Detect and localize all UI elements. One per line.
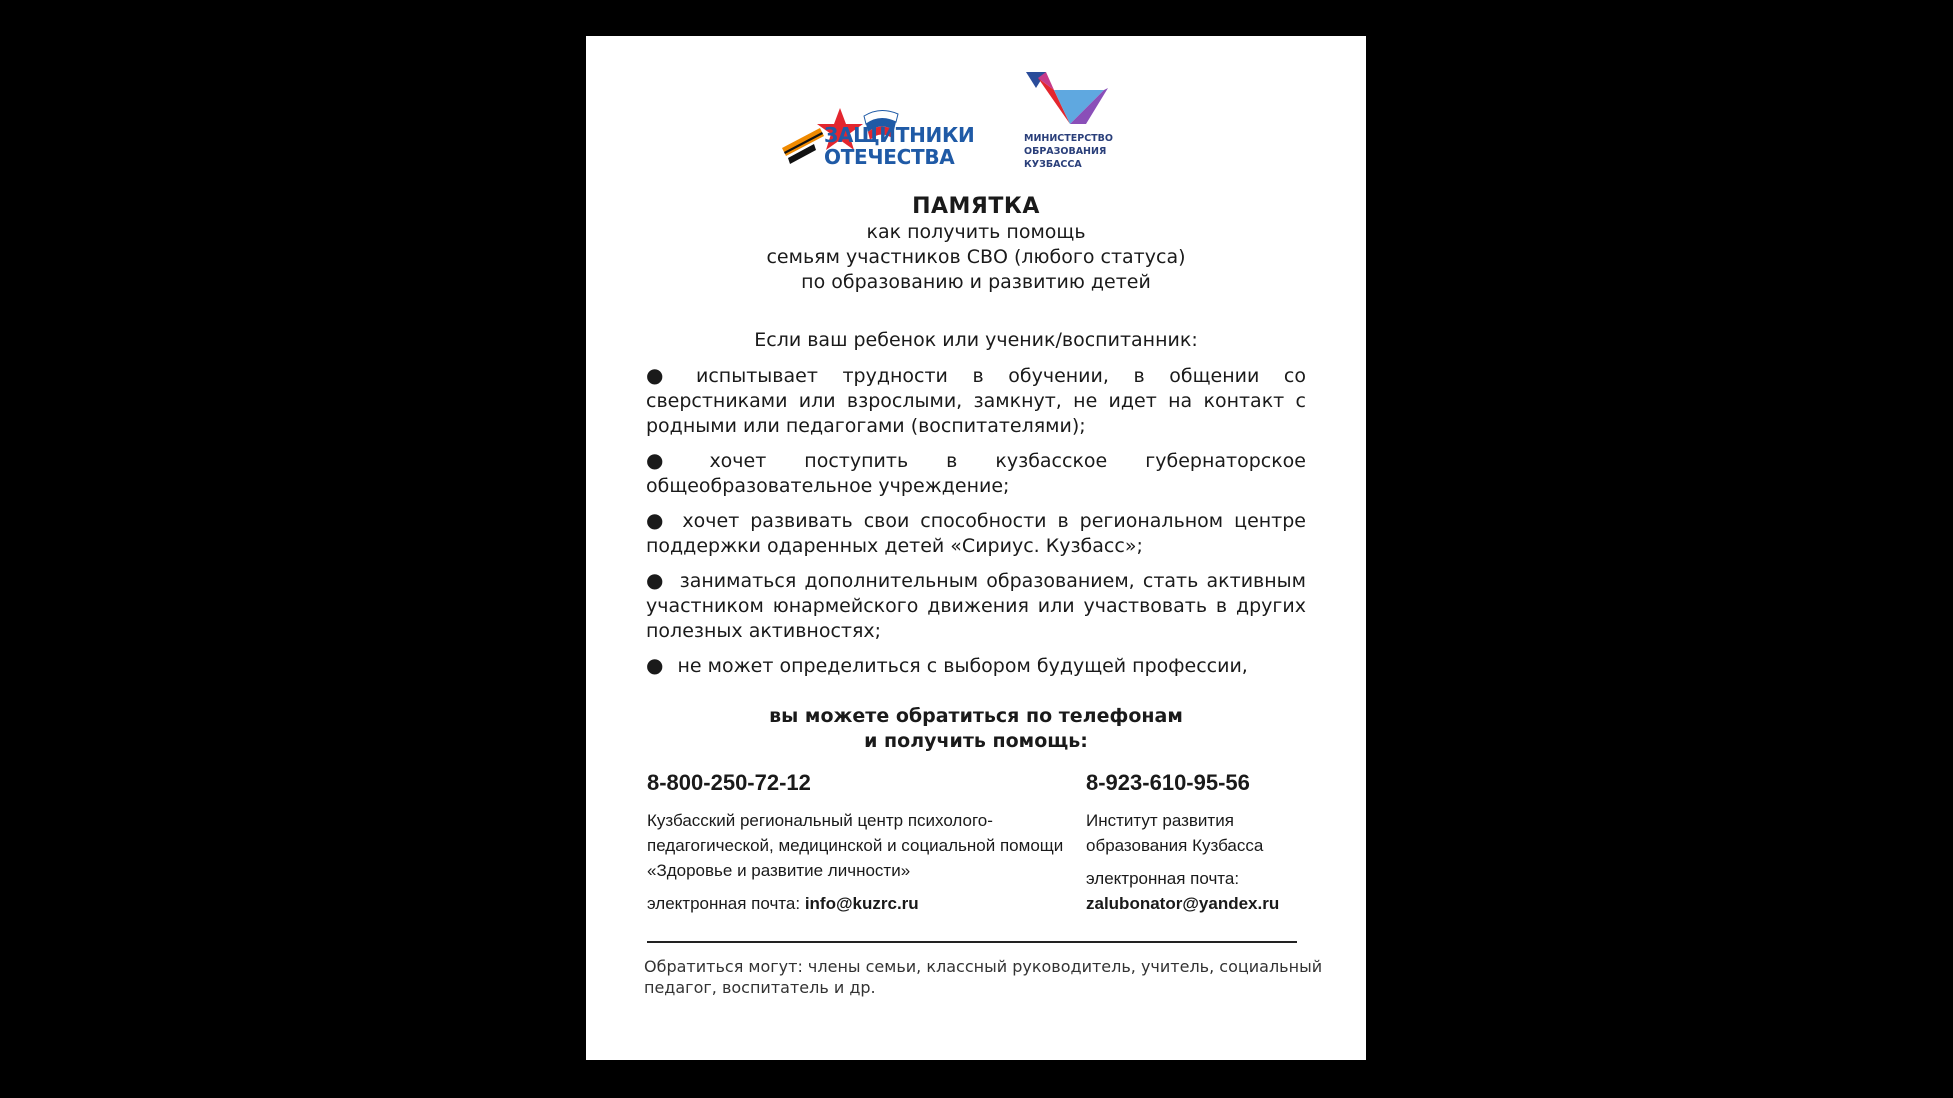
- bullet-icon: ●: [646, 508, 669, 532]
- memo-sheet: [586, 36, 1366, 1060]
- email-label: электронная почта:: [647, 894, 801, 913]
- phone-number-left[interactable]: 8-800-250-72-12: [647, 770, 811, 795]
- phone-number-right[interactable]: 8-923-610-95-56: [1086, 770, 1250, 795]
- bullet-icon: ●: [646, 568, 666, 592]
- logos-row: [586, 64, 1366, 184]
- subtitle-line: по образованию и развитию детей: [801, 271, 1151, 293]
- contact-right: [1086, 770, 1326, 916]
- ministry-logo-text: МИНИСТЕРСТВО ОБРАЗОВАНИЯ КУЗБАССА: [1024, 133, 1113, 170]
- list-item: ● заниматься дополнительным образованием, стать активным участником юнармейского движения или участвовать в других полезных активностях;: [646, 568, 1307, 642]
- list-item: ● хочет развивать свои способности в региональном центре поддержки одаренных детей «Сириус. Кузбасс»;: [646, 508, 1306, 557]
- footer-note: Обратиться могут: члены семьи, классный руководитель, учитель, социальный педагог, воспитатель и др.: [644, 957, 1323, 997]
- org-name-left: Кузбасский региональный центр психолого-педагогической, медицинской и социальной помощи «Здоровье и развитие личности»: [647, 811, 1064, 880]
- contact-left: [647, 770, 1067, 916]
- bullet-icon: ●: [646, 363, 682, 387]
- list-item: ● хочет поступить в кузбасское губернаторское общеобразовательное учреждение;: [646, 448, 1307, 497]
- subtitle-line: семьям участников СВО (любого статуса): [766, 246, 1186, 268]
- email-line-left: [647, 891, 1067, 916]
- divider: [647, 941, 1297, 943]
- subtitle-line: как получить помощь: [866, 221, 1086, 243]
- list-item: ● не может определиться с выбором будущей профессии,: [646, 653, 1248, 677]
- list-item: ● испытывает трудности в обучении, в общении со сверстниками или взрослыми, замкнут, не идет на контакт с родными или педагогами (воспитателями);: [646, 363, 1306, 437]
- bullet-icon: ●: [646, 653, 664, 677]
- defenders-logo-text: ЗАЩИТНИКИ ОТЕЧЕСТВА: [824, 123, 975, 169]
- email-link-right[interactable]: zalubonator@yandex.ru: [1086, 894, 1280, 913]
- intro-text: Если ваш ребенок или ученик/воспитанник:: [754, 329, 1198, 351]
- call-to-action: вы можете обратиться по телефонам и получить помощь:: [769, 705, 1183, 752]
- org-name-right: Институт развития образования Кузбасса: [1086, 811, 1264, 855]
- email-link-left[interactable]: info@kuzrc.ru: [804, 894, 919, 913]
- defenders-logo: [780, 78, 980, 178]
- bullet-icon: ●: [646, 448, 696, 472]
- conditions-list: [646, 363, 1306, 688]
- memo-subtitle: [586, 220, 1366, 295]
- email-label: электронная почта:: [1086, 869, 1240, 888]
- ministry-emblem-icon: [1024, 68, 1114, 130]
- memo-title: ПАМЯТКА: [912, 194, 1040, 219]
- ministry-logo: [1024, 68, 1144, 178]
- email-line-right: [1086, 866, 1326, 916]
